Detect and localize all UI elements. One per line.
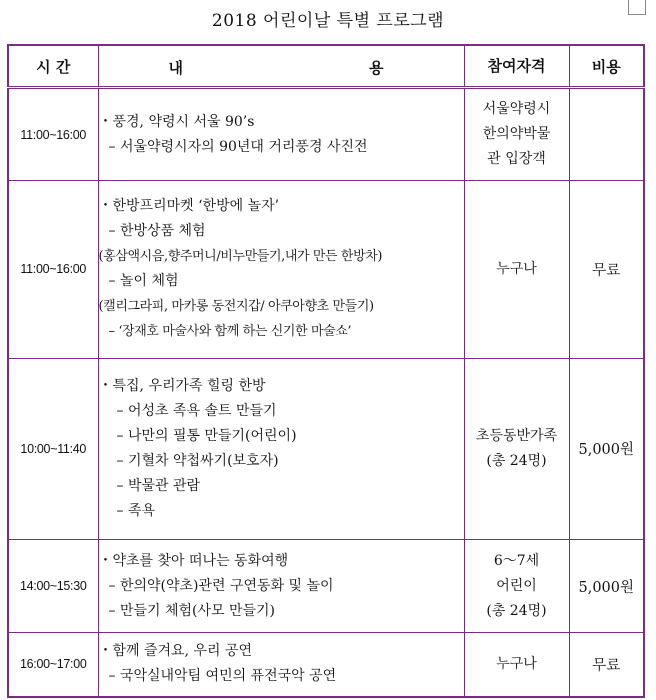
row-target [464,632,569,697]
target-line: 6～7세 [493,552,540,569]
row-fee: 무료 [569,181,644,358]
target-line: (총 24명) [486,602,547,619]
target-line: 누구나 [496,260,537,277]
content-line: – 나만의 필통 만들기(어린이) [116,427,297,444]
row-time: 14:00~15:30 [8,540,98,633]
table-row [8,540,644,633]
schedule-table [7,44,645,698]
content-line: – 족욕 [116,502,155,519]
content-line: ・함께 즐겨요, 우리 공연 [98,643,253,660]
row-content [98,181,464,358]
content-line: ・풍경, 약령시 서울 90’s [98,113,255,130]
target-line: 서울약령시 [482,101,551,118]
content-line: ・약초를 찾아 떠나는 동화여행 [98,552,289,569]
content-line: – 놀이 체험 [108,273,179,290]
page-title: 2018 어린이날 특별 프로그램 [211,11,445,31]
row-target [464,358,569,540]
table-row [8,358,644,540]
header-time: 시 간 [8,45,98,88]
target-line: 한의약박물 [482,126,551,143]
header-content-left: 내 [168,59,183,77]
row-target [464,181,569,358]
content-line: – 만들기 체험(사모 만들기) [108,602,276,619]
content-line: ・한방프리마켓 ‘한방에 놀자’ [98,198,280,215]
header-target [464,45,569,88]
row-fee [569,88,644,181]
row-content [98,358,464,540]
row-time: 11:00~16:00 [8,88,98,181]
row-time: 10:00~11:40 [8,358,98,540]
content-line: – 서울약령시자의 90년대 거리풍경 사진전 [108,138,368,155]
target-line: 누구나 [496,655,537,672]
target-line: (총 24명) [486,452,547,469]
row-target [464,88,569,181]
content-line: – 기혈차 약첩싸기(보호자) [116,452,279,469]
target-line: 관 입장객 [487,151,546,168]
header-fee: 비용 [569,45,644,88]
content-line: (캘리그라피, 마카롱 동전지갑/ 아쿠아향초 만들기) [98,299,374,315]
content-line: – 박물관 관람 [116,477,201,494]
row-content [98,632,464,697]
content-line: – ‘장재호 마술사와 함께 하는 신기한 마술쇼’ [108,324,352,340]
row-time: 11:00~16:00 [8,181,98,358]
header-content [98,45,464,88]
table-header-row [8,45,644,88]
content-line: ・특집, 우리가족 힐링 한방 [98,377,266,394]
content-line: – 한의약(약초)관련 구연동화 및 놀이 [108,577,334,594]
target-line: 초등동반가족 [475,427,558,444]
row-time: 16:00~17:00 [8,632,98,697]
table-row [8,181,644,358]
row-fee: 무료 [569,632,644,697]
row-content [98,88,464,181]
row-target [464,540,569,633]
content-line: – 어성초 족욕 솔트 만들기 [116,402,277,419]
target-line: 어린이 [496,577,537,594]
content-line: (홍삼액시음,향주머니/비누만들기,내가 만든 한방차) [98,249,383,265]
row-content [98,540,464,633]
content-line: – 국악실내악팀 여민의 퓨전국악 공연 [108,668,337,685]
row-fee: 5,000원 [569,358,644,540]
table-row [8,632,644,697]
row-fee: 5,000원 [569,540,644,633]
header-target-text: 참여자격 [487,57,546,76]
table-row [8,88,644,181]
header-content-right: 용 [369,59,384,77]
content-line: – 한방상품 체험 [108,223,206,240]
